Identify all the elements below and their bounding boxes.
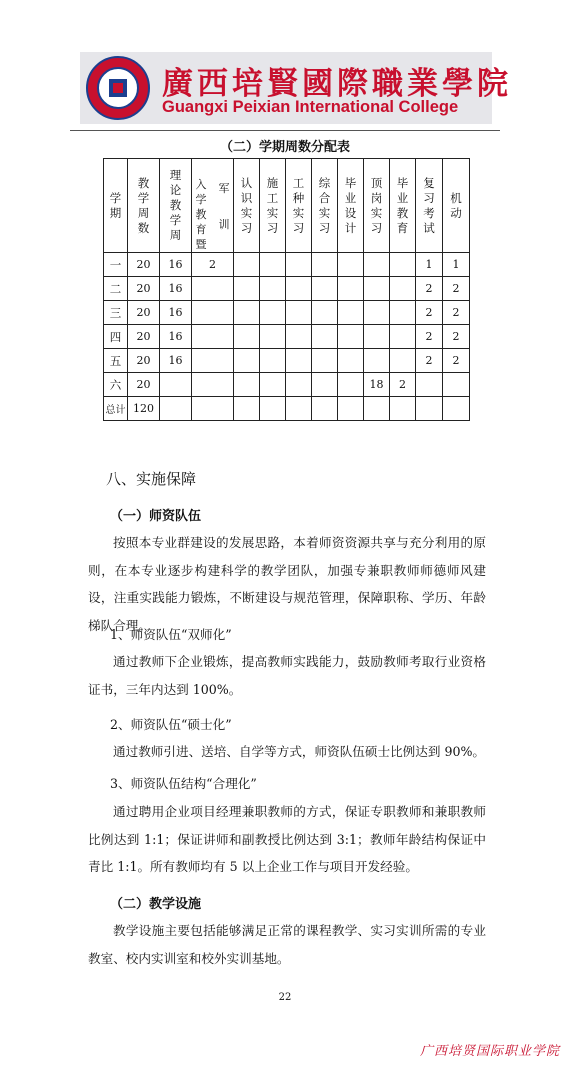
cell (312, 253, 338, 277)
cell: 2 (390, 373, 416, 397)
cell: 2 (443, 325, 470, 349)
cell (390, 301, 416, 325)
cell: 16 (160, 325, 192, 349)
cell (312, 373, 338, 397)
cell: 2 (192, 253, 234, 277)
cell: 2 (416, 277, 443, 301)
cell (390, 253, 416, 277)
cell (338, 325, 364, 349)
cell (286, 373, 312, 397)
cell (286, 349, 312, 373)
header-cognition: 认识实习 (234, 159, 260, 253)
cell (390, 325, 416, 349)
cell (338, 277, 364, 301)
college-chinese-name: 廣西培賢國際職業學院 (162, 66, 512, 102)
cell (364, 277, 390, 301)
cell (286, 301, 312, 325)
paragraph-masters-degree: 通过教师引进、送培、自学等方式，师资队伍硕士比例达到 90%。 (113, 744, 486, 759)
table-total-row (104, 397, 470, 421)
cell: 16 (160, 301, 192, 325)
cell (338, 301, 364, 325)
cell-term: 总计 (104, 397, 128, 421)
cell-term: 四 (104, 325, 128, 349)
cell-term: 六 (104, 373, 128, 397)
table-title: （二）学期周数分配表 (219, 140, 350, 155)
header-trade: 工种实习 (286, 159, 312, 253)
cell (443, 397, 470, 421)
page-number: 22 (278, 992, 292, 1003)
cell (160, 373, 192, 397)
header-orientation-military: 入学教育暨 军 训 (192, 159, 234, 253)
cell: 20 (128, 253, 160, 277)
cell: 2 (416, 301, 443, 325)
cell: 20 (128, 349, 160, 373)
college-header-banner (80, 52, 512, 124)
cell (234, 325, 260, 349)
cell: 16 (160, 349, 192, 373)
header-divider (70, 130, 500, 131)
cell (234, 397, 260, 421)
cell (260, 253, 286, 277)
college-english-name: Guangxi Peixian International College (162, 98, 459, 116)
cell: 20 (128, 301, 160, 325)
cell-term: 五 (104, 349, 128, 373)
cell (416, 373, 443, 397)
cell (364, 301, 390, 325)
cell (260, 277, 286, 301)
subsection-heading-faculty: （一）师资队伍 (110, 509, 202, 524)
item-structure: 3、师资队伍结构“合理化” (110, 776, 257, 791)
paragraph-facilities: 教学设施主要包括能够满足正常的课程教学、实习实训所需的专业教室、校内实训室和校外实训基地。 (88, 923, 486, 966)
cell: 1 (443, 253, 470, 277)
cell (234, 373, 260, 397)
header-construction: 施工实习 (260, 159, 286, 253)
cell (234, 349, 260, 373)
cell: 120 (128, 397, 160, 421)
footer-college-mark: 广西培贤国际职业学院 (419, 1044, 560, 1059)
cell-term: 三 (104, 301, 128, 325)
cell (312, 397, 338, 421)
table-row (104, 373, 470, 397)
cell (286, 325, 312, 349)
header-term: 学期 (104, 159, 128, 253)
cell: 16 (160, 253, 192, 277)
cell (416, 397, 443, 421)
cell (160, 397, 192, 421)
header-graduation-design: 毕业设计 (338, 159, 364, 253)
cell (338, 373, 364, 397)
cell (234, 301, 260, 325)
cell (338, 253, 364, 277)
table-header-row (104, 159, 470, 253)
paragraph-dual-qualified: 通过教师下企业锻炼，提高教师实践能力，鼓励教师考取行业资格证书，三年内达到 100%。 (88, 654, 486, 697)
cell (364, 349, 390, 373)
paragraph-faculty-overview: 按照本专业群建设的发展思路，本着师资资源共享与充分利用的原则，在本专业逐步构建科学的教学团队，加强专兼职教师师德师风建设，注重实践能力锻炼，不断建设与规范管理，保障职称、学历、年龄梯队合理。 (88, 535, 486, 633)
cell (260, 397, 286, 421)
header-comprehensive: 综合实习 (312, 159, 338, 253)
cell (192, 325, 234, 349)
subsection-heading-facilities: （二）教学设施 (110, 897, 202, 912)
header-graduation-education: 毕业教育 (390, 159, 416, 253)
cell: 20 (128, 373, 160, 397)
table-row (104, 325, 470, 349)
cell (192, 397, 234, 421)
header-teaching-weeks: 教学周数 (128, 159, 160, 253)
cell-term: 一 (104, 253, 128, 277)
header-flexible: 机动 (443, 159, 470, 253)
cell: 20 (128, 277, 160, 301)
cell: 20 (128, 325, 160, 349)
cell (260, 349, 286, 373)
cell (443, 373, 470, 397)
item-masters-degree: 2、师资队伍“硕士化” (110, 717, 232, 732)
item-dual-qualified: 1、师资队伍“双师化” (110, 627, 232, 642)
cell: 16 (160, 277, 192, 301)
cell (364, 325, 390, 349)
cell (364, 253, 390, 277)
header-internship: 顶岗实习 (364, 159, 390, 253)
cell (192, 301, 234, 325)
header-review-exam: 复习考试 (416, 159, 443, 253)
cell (364, 397, 390, 421)
paragraph-structure: 通过聘用企业项目经理兼职教师的方式，保证专职教师和兼职教师比例达到 1:1；保证讲师和副教授比例达到 3:1；教师年龄结构保证中青比 1:1。所有教师均有 5 以上企业工作与项目开发经验。 (88, 804, 486, 874)
cell (338, 349, 364, 373)
cell (192, 349, 234, 373)
college-seal-logo (86, 56, 150, 120)
cell (390, 349, 416, 373)
semester-weeks-table (103, 158, 470, 421)
cell (286, 397, 312, 421)
cell: 1 (416, 253, 443, 277)
cell (234, 277, 260, 301)
cell-term: 二 (104, 277, 128, 301)
cell (192, 373, 234, 397)
cell: 2 (443, 277, 470, 301)
table-row (104, 277, 470, 301)
cell (260, 301, 286, 325)
cell: 2 (443, 301, 470, 325)
cell (390, 277, 416, 301)
table-row (104, 253, 470, 277)
cell (390, 397, 416, 421)
cell (260, 373, 286, 397)
table-row (104, 349, 470, 373)
cell (286, 277, 312, 301)
cell: 18 (364, 373, 390, 397)
cell: 2 (443, 349, 470, 373)
section-heading: 八、实施保障 (106, 470, 197, 488)
cell (192, 277, 234, 301)
cell (312, 277, 338, 301)
header-theory-weeks: 理论教学周 (160, 159, 192, 253)
cell (260, 325, 286, 349)
table-row (104, 301, 470, 325)
cell: 2 (416, 349, 443, 373)
cell (234, 253, 260, 277)
cell (312, 325, 338, 349)
cell (312, 301, 338, 325)
cell: 2 (416, 325, 443, 349)
cell (338, 397, 364, 421)
cell (286, 253, 312, 277)
cell (312, 349, 338, 373)
